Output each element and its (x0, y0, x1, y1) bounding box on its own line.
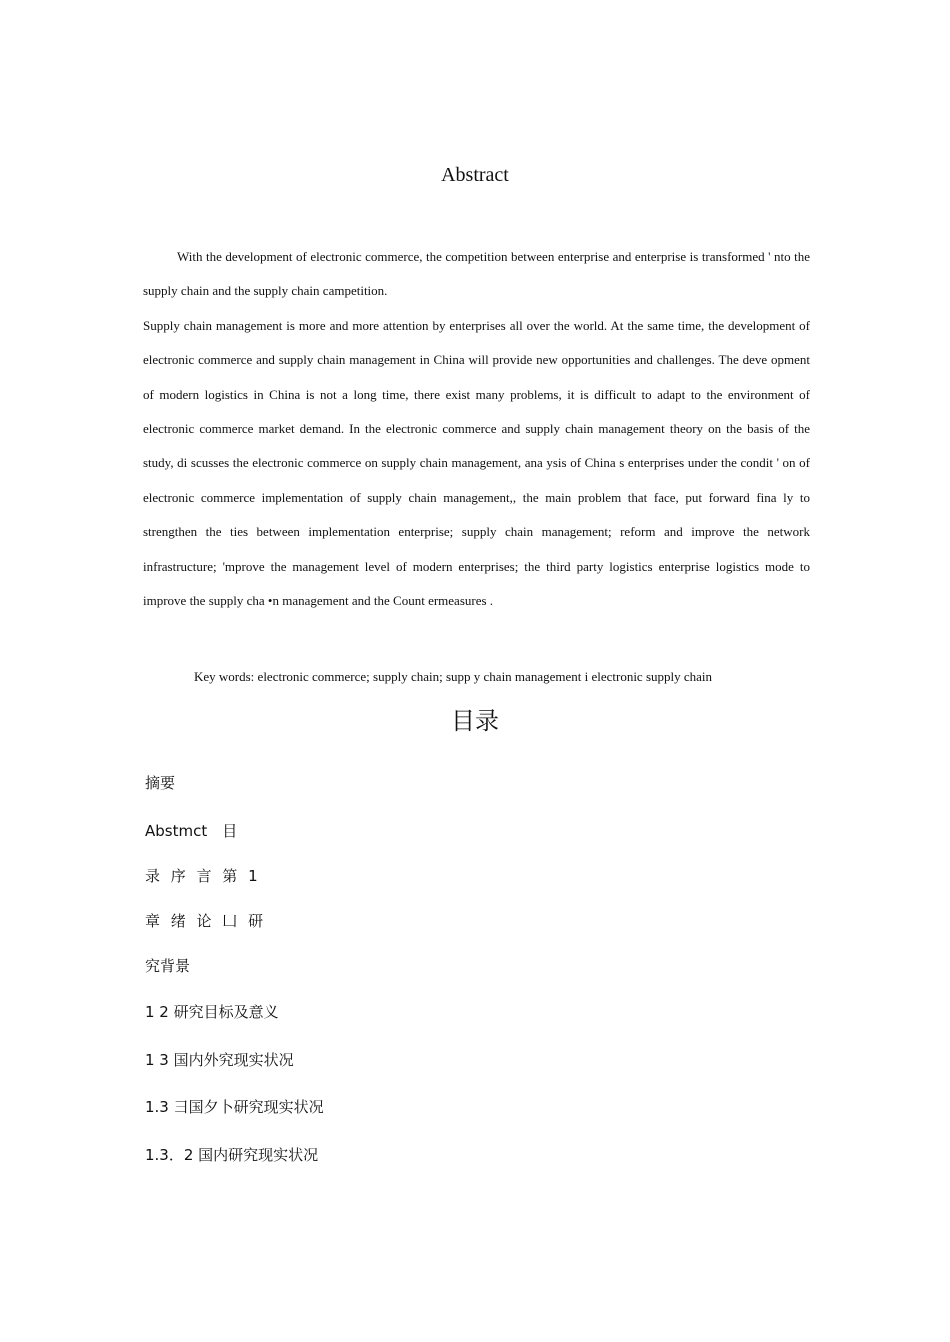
abstract-body (143, 240, 810, 618)
toc-item: Abstmct 目 (145, 822, 238, 840)
toc-item: 1.3 彐国夕卜研究现实状况 (145, 1098, 324, 1116)
toc-item: 章 绪 论 凵 研 (145, 912, 267, 930)
abstract-paragraph-2: Supply chain management is more and more attention by enterprises all over the world. At the same time, the development of electronic commerce and supply chain management in China will provide new opportunities and challenges. The deve opment of modern logistics in China is not a long time, there exist many problems, it is difficult to adapt to the environment of electronic commerce market demand. In the electronic commerce and supply chain management theory on the basis of the study, di scusses the electronic commerce on supply chain management, ana ysis of China s enterprises under the condit ' on of electronic commerce implementation of supply chain management,, the main problem that face, put forward fina ly to strengthen the ties between implementation enterprise; supply chain management; reform and improve the network infrastructure; 'mprove the management level of modern enterprises; the third party logistics enterprise logistics mode to improve the supply cha •n management and the Count ermeasures . (143, 317, 810, 609)
toc-item: 录 序 言 第 1 (145, 867, 261, 885)
abstract-paragraph-1: With the development of electronic commerce, the competition between enterprise and enterprise is transformed ' nto the supply chain and the supply chain campetition. (143, 249, 810, 299)
abstract-keywords: Key words: electronic commerce; supply chain; supp y chain management i electronic supply chain (194, 669, 713, 684)
abstract-title: Abstract (441, 164, 509, 186)
toc-item: 摘要 (145, 774, 176, 792)
toc-item: 究背景 (145, 957, 191, 975)
toc-title: 目录 (451, 707, 499, 735)
toc-item: 1 3 国内外究现实状况 (145, 1051, 294, 1069)
toc-item: 1.3．2 国内研究现实状况 (145, 1146, 319, 1164)
toc-item: 1 2 研究目标及意义 (145, 1003, 279, 1021)
